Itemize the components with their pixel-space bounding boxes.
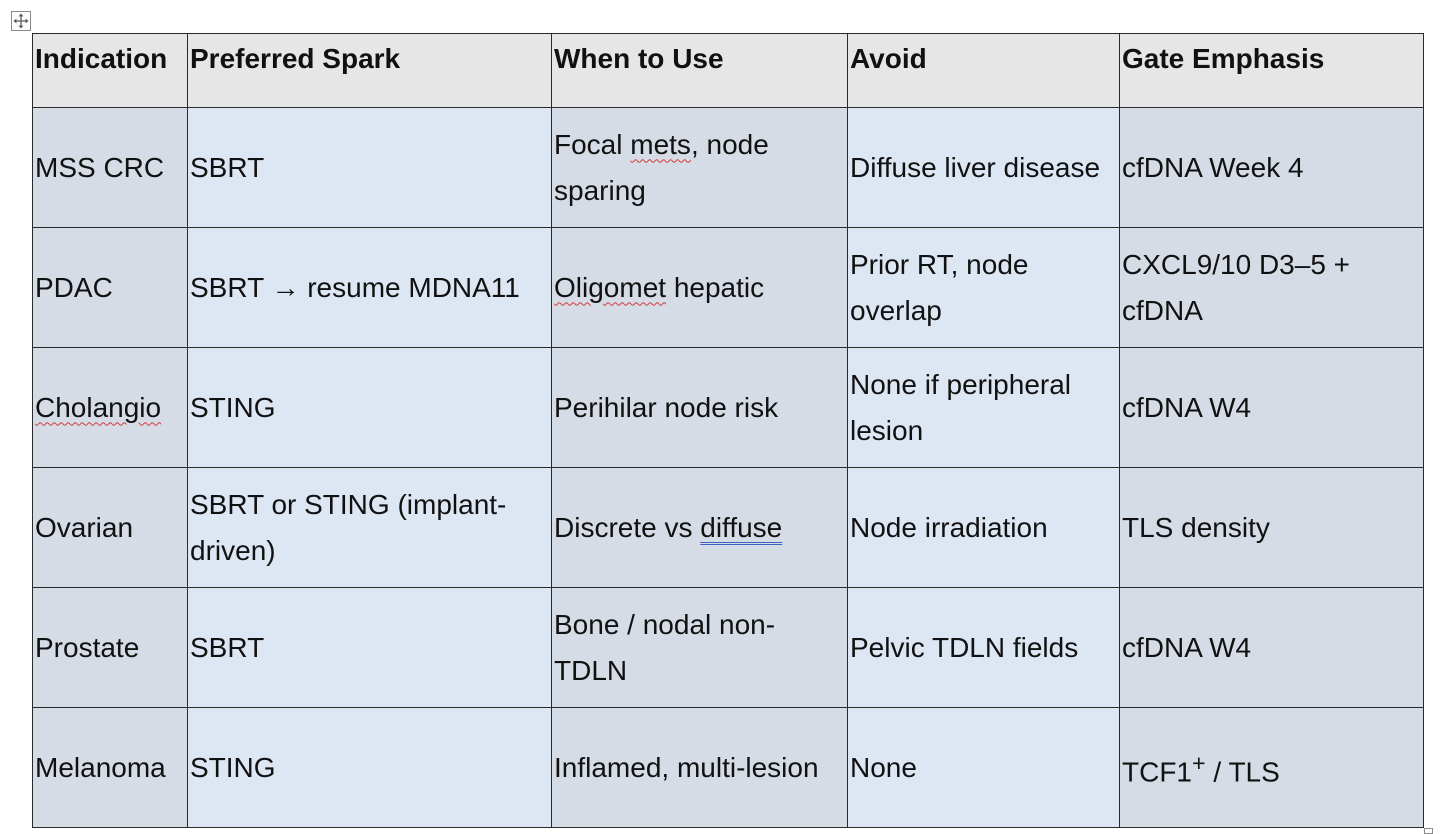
cell-text: Ovarian [35,511,134,543]
header-when-to-use[interactable]: When to Use [552,34,848,108]
cell-text: None if peripheral lesion [850,368,1072,446]
cell-avoid[interactable] [848,708,1120,828]
table-row [33,708,1424,828]
cell-text: STING [190,391,276,423]
cell-text: / TLS [1205,756,1280,788]
cell-when-to-use[interactable] [552,588,848,708]
cell-gate-emphasis[interactable] [1120,708,1424,828]
cell-text: STING [190,751,276,783]
cell-text: MSS CRC [35,151,165,183]
cell-text: cfDNA W4 [1122,631,1252,663]
cell-gate-emphasis[interactable] [1120,348,1424,468]
cell-text: SBRT or STING (implant-driven) [190,488,507,566]
cell-text: Pelvic TDLN fields [850,631,1079,663]
cell-indication[interactable] [33,708,188,828]
header-avoid[interactable]: Avoid [848,34,1120,108]
cell-text: SBRT [190,151,265,183]
table-move-handle[interactable] [11,11,31,31]
cell-indication[interactable] [33,228,188,348]
table-resize-handle[interactable] [1424,828,1433,834]
cell-preferred-spark[interactable] [188,708,552,828]
cell-text: Focal [554,128,631,160]
cell-text: Bone / nodal non-TDLN [554,608,776,686]
cell-indication[interactable] [33,348,188,468]
cell-indication[interactable] [33,108,188,228]
cell-preferred-spark[interactable] [188,228,552,348]
table-row [33,348,1424,468]
cell-text: PDAC [35,271,113,303]
cell-text: Perihilar node risk [554,391,779,423]
cell-indication[interactable] [33,468,188,588]
cell-text: Melanoma [35,751,166,783]
cell-when-to-use[interactable] [552,468,848,588]
cell-avoid[interactable] [848,468,1120,588]
cell-text: SBRT → resume MDNA11 [190,271,520,303]
header-gate-emphasis[interactable]: Gate Emphasis [1120,34,1424,108]
table-row [33,108,1424,228]
cell-when-to-use[interactable] [552,708,848,828]
cell-avoid[interactable] [848,588,1120,708]
cell-preferred-spark[interactable] [188,468,552,588]
cell-gate-emphasis[interactable] [1120,228,1424,348]
cell-text: Node irradiation [850,511,1048,543]
cell-avoid[interactable] [848,228,1120,348]
cell-text: Prior RT, node overlap [850,248,1029,326]
superscript-plus: + [1192,749,1206,776]
move-arrows-icon [13,13,29,29]
cell-text: hepatic [666,271,765,303]
cell-text: SBRT [190,631,265,663]
cell-text: Inflamed, multi-lesion [554,751,819,783]
table-row [33,228,1424,348]
cell-avoid[interactable] [848,108,1120,228]
cell-when-to-use[interactable] [552,108,848,228]
cell-text: , node sparing [554,128,769,206]
cell-preferred-spark[interactable] [188,588,552,708]
cell-text: cfDNA W4 [1122,391,1252,423]
cell-text: CXCL9/10 D3–5 + cfDNA [1122,248,1351,326]
spelling-flag[interactable]: Cholangio [35,391,162,423]
cell-text: TCF1 [1122,756,1192,788]
cell-text: Diffuse liver disease [850,151,1101,183]
header-indication[interactable]: Indication [33,34,188,108]
spelling-flag[interactable]: Oligomet [554,271,667,303]
grammar-flag[interactable]: diffuse [700,511,783,543]
cell-gate-emphasis[interactable] [1120,468,1424,588]
cell-gate-emphasis[interactable] [1120,588,1424,708]
cell-text: Discrete vs [554,511,701,543]
cell-preferred-spark[interactable] [188,348,552,468]
cell-text: None [850,751,917,783]
cell-preferred-spark[interactable] [188,108,552,228]
table-row [33,588,1424,708]
table-row [33,468,1424,588]
indication-table[interactable] [32,33,1424,828]
cell-when-to-use[interactable] [552,228,848,348]
cell-gate-emphasis[interactable] [1120,108,1424,228]
cell-when-to-use[interactable] [552,348,848,468]
cell-indication[interactable] [33,588,188,708]
header-preferred-spark[interactable]: Preferred Spark [188,34,552,108]
cell-text: TLS density [1122,511,1270,543]
table-header-row [33,34,1424,108]
cell-text: Prostate [35,631,140,663]
cell-text: cfDNA Week 4 [1122,151,1304,183]
spelling-flag[interactable]: mets [630,128,691,160]
cell-avoid[interactable] [848,348,1120,468]
